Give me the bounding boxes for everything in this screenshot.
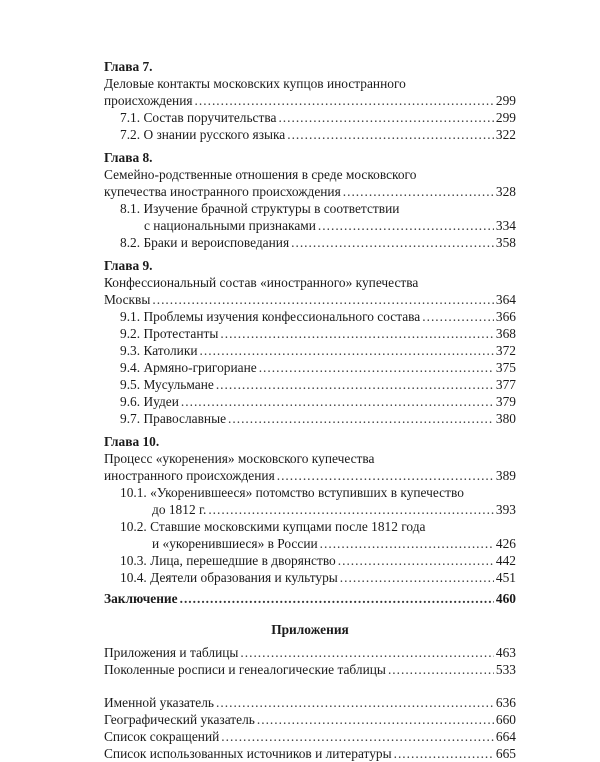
section-number: 9.3. bbox=[120, 343, 141, 358]
chapter-10-title-entry bbox=[104, 467, 516, 484]
leader-dots bbox=[291, 234, 494, 251]
section-page: 393 bbox=[495, 502, 516, 517]
leader-dots bbox=[278, 109, 493, 126]
leader-dots bbox=[338, 552, 494, 569]
leader-dots bbox=[277, 467, 494, 484]
index-page: 664 bbox=[495, 729, 516, 744]
leader-dots bbox=[180, 590, 494, 607]
section-10-2-line1 bbox=[104, 518, 516, 535]
chapter-7-title-line1: Деловые контакты московских купцов иностранного bbox=[104, 76, 406, 91]
section-page: 451 bbox=[495, 570, 516, 585]
leader-dots bbox=[287, 126, 494, 143]
section-title: Браки и вероисповедания bbox=[143, 235, 290, 250]
section-title: Православные bbox=[143, 411, 227, 426]
section-7-1-entry bbox=[104, 109, 516, 126]
section-page: 380 bbox=[495, 411, 516, 426]
section-title: Состав поручительства bbox=[143, 110, 277, 125]
appendix-title: Приложения и таблицы bbox=[104, 645, 239, 660]
conclusion-page: 460 bbox=[495, 591, 516, 606]
appendix-page: 463 bbox=[495, 645, 516, 660]
section-8-1-line1 bbox=[104, 200, 516, 217]
section-page: 426 bbox=[495, 536, 516, 551]
section-title: О знании русского языка bbox=[143, 127, 286, 142]
chapter-10-page: 389 bbox=[495, 468, 516, 483]
section-page: 322 bbox=[495, 127, 516, 142]
appendices-heading: Приложения bbox=[271, 622, 349, 637]
section-title: «Укоренившееся» потомство вступивших в купечество bbox=[150, 485, 464, 500]
section-page: 442 bbox=[495, 553, 516, 568]
leader-dots bbox=[240, 644, 494, 661]
section-page: 375 bbox=[495, 360, 516, 375]
section-10-2-entry bbox=[104, 535, 516, 552]
chapter-9-title-line2: Москвы bbox=[104, 292, 151, 307]
section-number: 7.1. bbox=[120, 110, 141, 125]
index-entry bbox=[104, 711, 516, 728]
section-number: 10.3. bbox=[120, 553, 147, 568]
leader-dots bbox=[152, 291, 494, 308]
conclusion-entry bbox=[104, 590, 516, 607]
leader-dots bbox=[208, 501, 494, 518]
leader-dots bbox=[259, 359, 494, 376]
section-8-1-entry bbox=[104, 217, 516, 234]
appendix-entry bbox=[104, 644, 516, 661]
leader-dots bbox=[394, 745, 494, 762]
chapter-10-title-line1: Процесс «укоренения» московского купечества bbox=[104, 451, 375, 466]
index-entry bbox=[104, 694, 516, 711]
leader-dots bbox=[221, 728, 494, 745]
chapter-7-page: 299 bbox=[495, 93, 516, 108]
chapter-9-title-line1: Конфессиональный состав «иностранного» купечества bbox=[104, 275, 419, 290]
index-title: Географический указатель bbox=[104, 712, 255, 727]
section-title: Деятели образования и культуры bbox=[150, 570, 338, 585]
section-10-1-entry bbox=[104, 501, 516, 518]
index-entry bbox=[104, 728, 516, 745]
section-title: Армяно-григориане bbox=[143, 360, 257, 375]
leader-dots bbox=[220, 325, 494, 342]
chapter-8-title-entry bbox=[104, 183, 516, 200]
leader-dots bbox=[318, 217, 494, 234]
appendix-entry bbox=[104, 661, 516, 678]
leader-dots bbox=[340, 569, 494, 586]
section-title: Католики bbox=[143, 343, 198, 358]
section-title: Протестанты bbox=[143, 326, 219, 341]
index-page: 636 bbox=[495, 695, 516, 710]
section-page: 368 bbox=[495, 326, 516, 341]
index-page: 665 bbox=[495, 746, 516, 761]
section-number: 9.7. bbox=[120, 411, 141, 426]
section-number: 10.4. bbox=[120, 570, 147, 585]
leader-dots bbox=[181, 393, 494, 410]
spacer bbox=[104, 678, 516, 694]
leader-dots bbox=[257, 711, 494, 728]
section-title: Проблемы изучения конфессионального состава bbox=[143, 309, 421, 324]
section-number: 9.5. bbox=[120, 377, 141, 392]
section-page: 299 bbox=[495, 110, 516, 125]
section-page: 377 bbox=[495, 377, 516, 392]
section-page: 366 bbox=[495, 309, 516, 324]
section-number: 9.6. bbox=[120, 394, 141, 409]
chapter-10-heading: Глава 10. bbox=[104, 434, 160, 449]
section-title-cont: до 1812 г. bbox=[152, 502, 207, 517]
section-number: 9.4. bbox=[120, 360, 141, 375]
chapter-7-title-entry bbox=[104, 92, 516, 109]
conclusion-title: Заключение bbox=[104, 591, 178, 606]
appendix-page: 533 bbox=[495, 662, 516, 677]
section-number: 7.2. bbox=[120, 127, 141, 142]
section-number: 10.1. bbox=[120, 485, 147, 500]
section-number: 8.1. bbox=[120, 201, 141, 216]
section-page: 379 bbox=[495, 394, 516, 409]
chapter-9-title-entry bbox=[104, 291, 516, 308]
chapter-8-title-line1: Семейно-родственные отношения в среде московского bbox=[104, 167, 417, 182]
section-page: 372 bbox=[495, 343, 516, 358]
chapter-7-title-line2: происхождения bbox=[104, 93, 193, 108]
chapter-9-heading: Глава 9. bbox=[104, 258, 153, 273]
section-10-1-line1 bbox=[104, 484, 516, 501]
section-title: Лица, перешедшие в дворянство bbox=[150, 553, 336, 568]
index-entry bbox=[104, 745, 516, 762]
section-title: Мусульмане bbox=[143, 377, 214, 392]
section-9-4-entry bbox=[104, 359, 516, 376]
section-number: 9.2. bbox=[120, 326, 141, 341]
chapter-10-title-line2: иностранного происхождения bbox=[104, 468, 275, 483]
section-8-2-entry bbox=[104, 234, 516, 251]
leader-dots bbox=[216, 694, 494, 711]
chapter-8-page: 328 bbox=[495, 184, 516, 199]
section-title: Ставшие московскими купцами после 1812 года bbox=[150, 519, 426, 534]
section-title-cont: и «укоренившиеся» в России bbox=[152, 536, 318, 551]
leader-dots bbox=[343, 183, 494, 200]
leader-dots bbox=[195, 92, 494, 109]
section-title: Изучение брачной структуры в соответствии bbox=[143, 201, 400, 216]
section-9-7-entry bbox=[104, 410, 516, 427]
section-number: 8.2. bbox=[120, 235, 141, 250]
section-9-1-entry bbox=[104, 308, 516, 325]
section-page: 358 bbox=[495, 235, 516, 250]
section-10-3-entry bbox=[104, 552, 516, 569]
section-9-2-entry bbox=[104, 325, 516, 342]
chapter-9-page: 364 bbox=[495, 292, 516, 307]
leader-dots bbox=[200, 342, 494, 359]
section-title-cont: с национальными признаками bbox=[144, 218, 316, 233]
chapter-7-heading: Глава 7. bbox=[104, 59, 153, 74]
chapter-8-title-line2: купечества иностранного происхождения bbox=[104, 184, 341, 199]
leader-dots bbox=[320, 535, 494, 552]
section-page: 334 bbox=[495, 218, 516, 233]
table-of-contents bbox=[104, 58, 516, 762]
chapter-8-heading: Глава 8. bbox=[104, 150, 153, 165]
section-9-3-entry bbox=[104, 342, 516, 359]
leader-dots bbox=[388, 661, 494, 678]
section-9-6-entry bbox=[104, 393, 516, 410]
leader-dots bbox=[422, 308, 494, 325]
section-7-2-entry bbox=[104, 126, 516, 143]
section-9-5-entry bbox=[104, 376, 516, 393]
appendix-title: Поколенные росписи и генеалогические таблицы bbox=[104, 662, 386, 677]
leader-dots bbox=[228, 410, 494, 427]
index-title: Список сокращений bbox=[104, 729, 220, 744]
section-title: Иудеи bbox=[143, 394, 179, 409]
index-title: Именной указатель bbox=[104, 695, 215, 710]
index-title: Список использованных источников и литературы bbox=[104, 746, 392, 761]
leader-dots bbox=[216, 376, 494, 393]
index-page: 660 bbox=[495, 712, 516, 727]
section-number: 10.2. bbox=[120, 519, 147, 534]
section-number: 9.1. bbox=[120, 309, 141, 324]
section-10-4-entry bbox=[104, 569, 516, 586]
